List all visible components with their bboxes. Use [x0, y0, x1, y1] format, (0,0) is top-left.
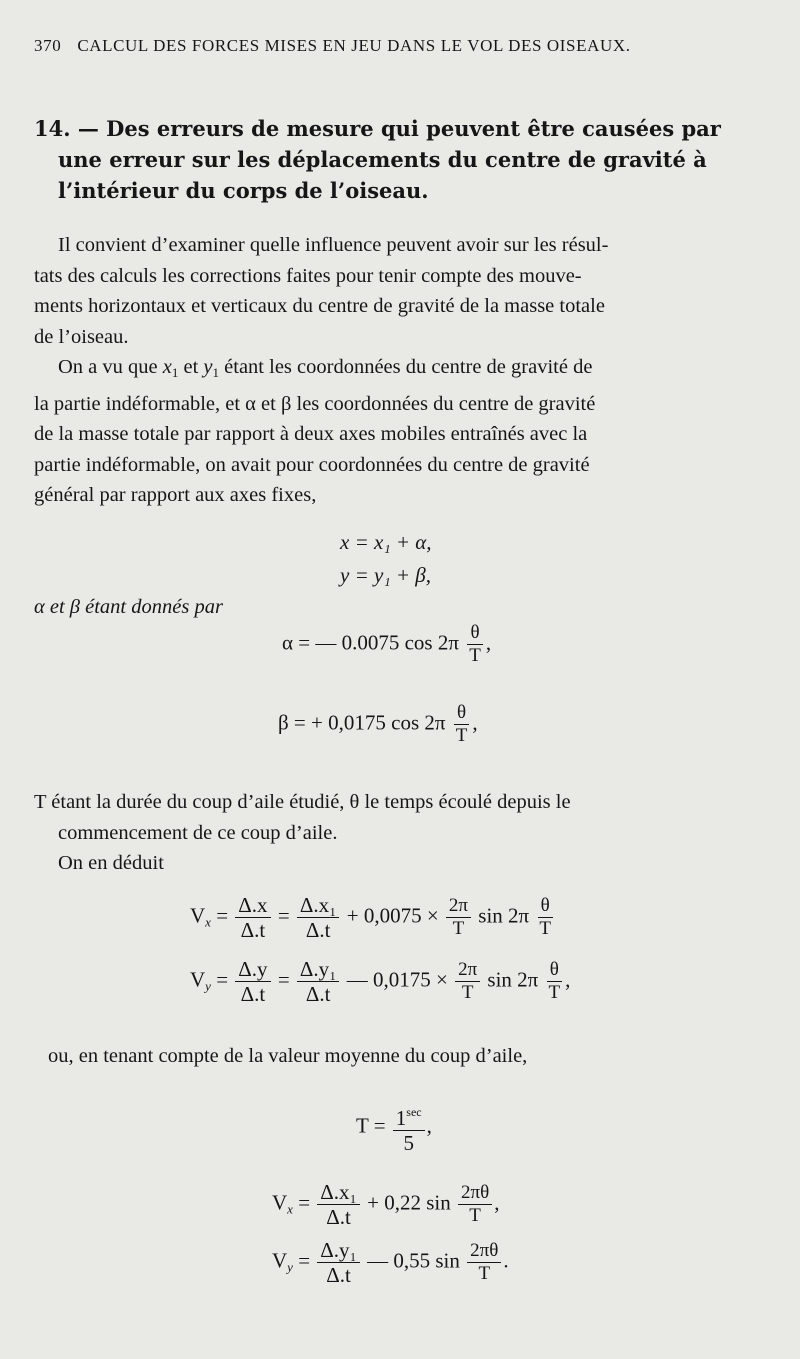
text-line: T étant la durée du coup d’aile étudié, θ le temps écoulé depuis le: [34, 791, 571, 813]
text-alpha-beta-given: α et β étant donnés par: [34, 596, 223, 618]
paragraph-duration: [34, 787, 762, 848]
text-line: Il convient d’examiner quelle influence peuvent avoir sur les résul-: [58, 234, 609, 256]
text-line: On a vu que $x_1$ et $y_1$ étant les coordonnées du centre de gravité de: [58, 356, 593, 380]
text-line: de la masse totale par rapport à deux axes mobiles entraînés avec la: [34, 423, 588, 445]
running-title: CALCUL DES FORCES MISES EN JEU DANS LE VOL DES OISEAUX.: [77, 36, 631, 55]
paragraph-coordinates: [34, 352, 762, 511]
text-line: de l’oiseau.: [34, 325, 129, 348]
equation-vy-simplified: $V_y$ = $\frac{\text{Δ.y₁}}{\Delta.t}$ — 0,55 sin $\frac{2\pi\theta}{T}$ .: [272, 1238, 509, 1287]
equation-vx: $V_x$ = $\frac{\Delta.x}{\Delta.t}$ = $\frac{\text{Δ.x₁}}{\Delta.t}$ + 0,0075 × $\frac{2\pi}{T}$ sin 2π $\frac{\theta}{T}$: [190, 893, 551, 942]
section-title-line3: l’intérieur du corps de l’oiseau.: [58, 178, 429, 203]
equation-y: y = y₁ + β,: [340, 563, 431, 587]
text-mean-value: ou, en tenant compte de la valeur moyenne du coup d’aile,: [48, 1045, 528, 1067]
text-line: ments horizontaux et verticaux du centre de gravité de la masse totale: [34, 295, 605, 317]
equation-vx-simplified: $V_x$ = $\frac{\text{Δ.x₁}}{\Delta.t}$ + 0,22 sin $\frac{2\pi\theta}{T}$ ,: [272, 1180, 500, 1229]
text-line: la partie indéformable, et α et β les coordonnées du centre de gravité: [34, 392, 596, 415]
text-line: partie indéformable, on avait pour coordonnées du centre de gravité: [34, 453, 590, 476]
text-line: général par rapport aux axes fixes,: [34, 484, 317, 506]
equation-x: x = x₁ + α,: [340, 530, 432, 554]
text-on-en-deduit: On en déduit: [58, 852, 164, 874]
section-title-line1: 14. — Des erreurs de mesure qui peuvent être causées par: [34, 116, 721, 141]
section-heading: [34, 113, 764, 206]
running-header: [34, 36, 754, 56]
equation-T-value: T = $\frac{1^{sec}}{5}$ ,: [356, 1100, 432, 1155]
section-title-line2: une erreur sur les déplacements du centre de gravité à: [58, 147, 707, 172]
equation-beta: β = + 0,0175 cos 2π $\frac{\theta}{T}$ ,: [278, 702, 478, 746]
text-line: tats des calculs les corrections faites pour tenir compte des mouve-: [34, 264, 582, 287]
equation-alpha: α = — 0.0075 cos 2π $\frac{\theta}{T}$ ,: [282, 622, 492, 666]
paragraph-intro: [34, 230, 762, 352]
equation-vy: $V_y$ = $\frac{\Delta.y}{\Delta.t}$ = $\frac{\text{Δ.y₁}}{\Delta.t}$ — 0,0175 × $\frac{2\pi}{T}$ sin 2π $\frac{\theta}{T}$ ,: [190, 957, 571, 1006]
page-number: 370: [34, 36, 62, 55]
text-line: commencement de ce coup d’aile.: [58, 821, 338, 844]
